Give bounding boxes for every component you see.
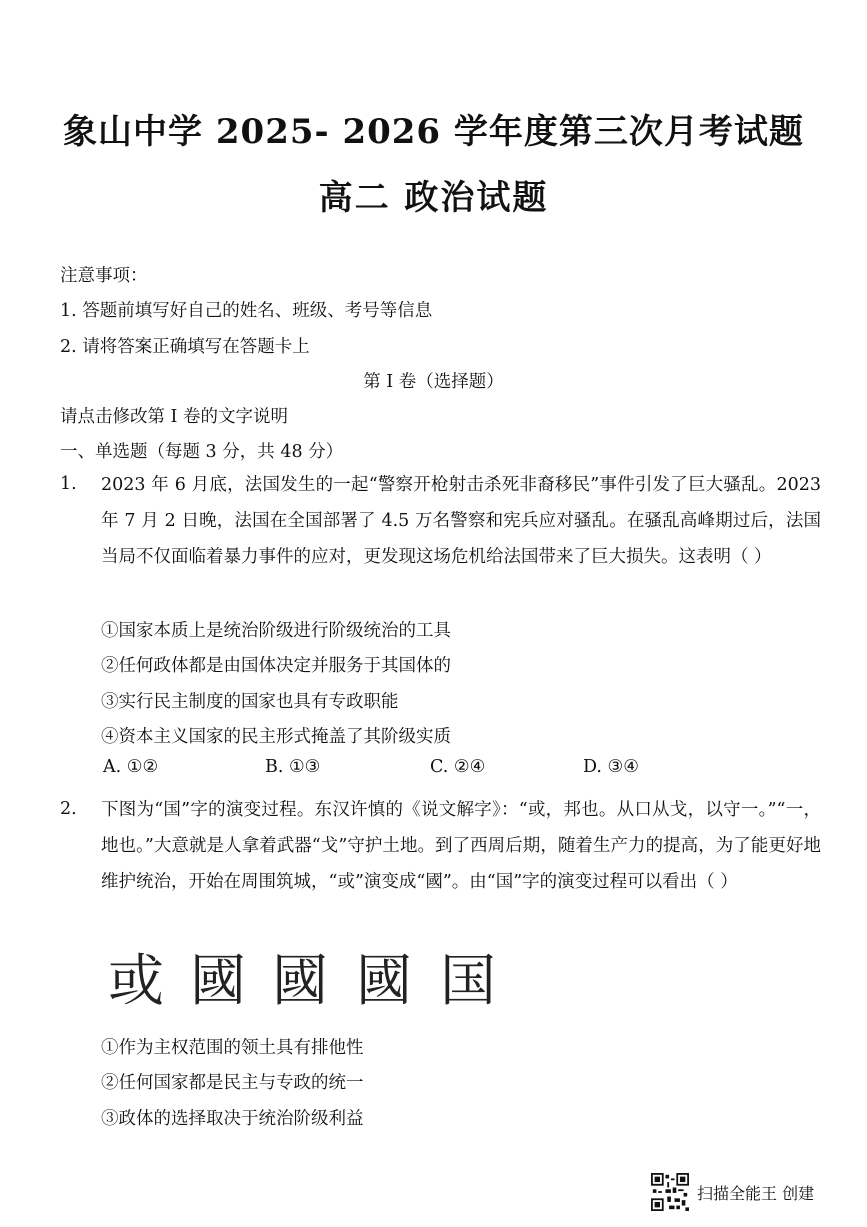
glyph-國-traditional: 國 [356, 949, 412, 1014]
glyph-国-simplified: 国 [440, 949, 496, 1014]
statement: ④资本主义国家的民主形式掩盖了其阶级实质 [101, 727, 451, 747]
exam-subtitle: 高二 政治试题 [318, 178, 549, 218]
statement: ②任何国家都是民主与专政的统一 [101, 1073, 364, 1093]
choice-c[interactable]: C. ②④ [430, 757, 486, 777]
statement: ③政体的选择取决于统治阶级利益 [101, 1109, 364, 1129]
statement: ①国家本质上是统治阶级进行阶级统治的工具 [101, 621, 451, 641]
question-stem: 2023 年 6 月底，法国发生的一起“警察开枪射击杀死非裔移民”事件引发了巨大骚乱。2023 年 7 月 2 日晚，法国在全国部署了 4.5 万名警察和宪兵应对骚乱。在骚乱高峰期过后，法国当局不仅面临着暴力事件的应对，更发现这场危机给法国带来了巨大损失。这表明（ ） [101, 475, 821, 567]
statement: ①作为主权范围的领土具有排他性 [101, 1038, 364, 1058]
volume-title: 第 I 卷（选择题） [363, 372, 504, 392]
notice-item: 1. 答题前填写好自己的姓名、班级、考号等信息 [60, 301, 433, 321]
question-stem: 下图为“国”字的演变过程。东汉许慎的《说文解字》：“或，邦也。从口从戈，以守一。”“一，地也。”大意就是人拿着武器“戈”守护土地。到了西周后期，随着生产力的提高，为了能更好地维护统治，开始在周围筑城，“或”演变成“國”。由“国”字的演变过程可以看出（ ） [101, 800, 821, 892]
choice-a[interactable]: A. ①② [103, 757, 159, 777]
notice-item: 2. 请将答案正确填写在答题卡上 [60, 337, 310, 357]
qr-code-icon [651, 1173, 689, 1211]
scanner-watermark [651, 1173, 814, 1211]
guo-evolution-figure [108, 938, 498, 1018]
glyph-國-seal: 國 [272, 949, 328, 1014]
statement: ③实行民主制度的国家也具有专政职能 [101, 692, 399, 712]
statement: ②任何政体都是由国体决定并服务于其国体的 [101, 656, 451, 676]
edit-hint[interactable]: 请点击修改第 I 卷的文字说明 [60, 407, 289, 427]
glyph-或: 或 [108, 949, 164, 1014]
glyph-國-bronze: 國 [190, 949, 246, 1014]
choice-d[interactable]: D. ③④ [583, 757, 639, 777]
question-number: 2. [60, 799, 77, 819]
notice-heading: 注意事项： [60, 266, 148, 286]
watermark-text: 扫描全能王 创建 [697, 1183, 815, 1203]
exam-title: 象山中学 2025- 2026 学年度第三次月考试题 [63, 112, 804, 152]
question-number: 1. [60, 474, 77, 494]
choice-b[interactable]: B. ①③ [265, 757, 321, 777]
question-type-heading: 一、单选题（每题 3 分，共 48 分） [60, 442, 344, 462]
